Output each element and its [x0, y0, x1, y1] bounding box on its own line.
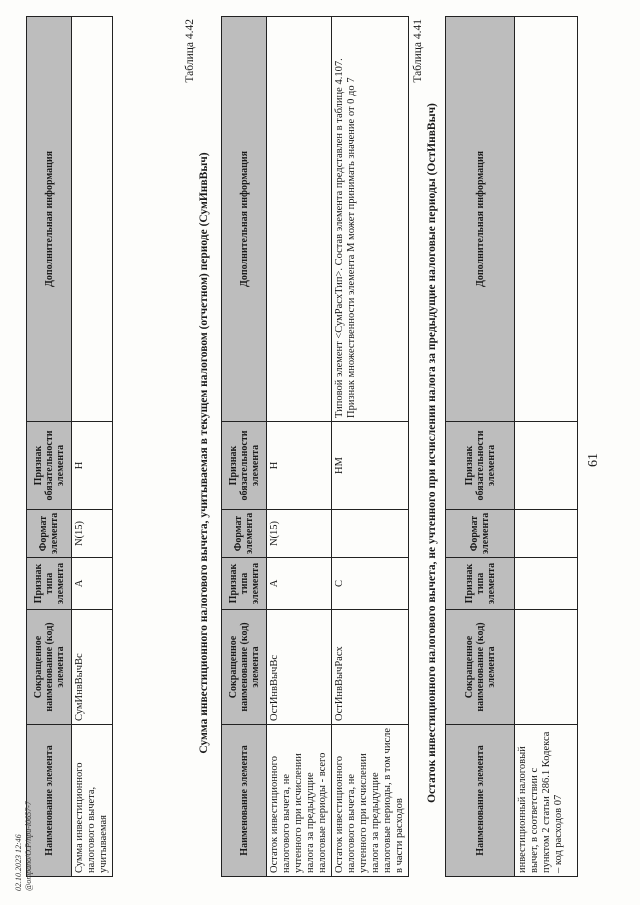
cell-format: N(15) — [267, 510, 332, 558]
table-row — [267, 17, 332, 877]
header-name: Наименование элемента — [27, 725, 72, 877]
header-required: Признак обязательности элемента — [446, 422, 515, 510]
scan-stamp — [14, 801, 34, 891]
cell-name: Остаток инвестиционного налогового вычета, не учтенного при исчислении налога за предыдущие налоговые периоды - всего — [267, 725, 332, 877]
cell-required: НМ — [332, 422, 409, 510]
table-4-41-title: Остаток инвестиционного налогового вычета, не учтенного при исчислении налога за предыдущие налоговые периоды (ОстИнвВыч) — [426, 103, 438, 803]
rotated-document-sheet — [8, 9, 634, 897]
cell-extra — [72, 17, 113, 422]
table-4-42-title: Сумма инвестиционного налогового вычета, учитываемая в текущем налоговом (отчетном) периоде (СумИнвВыч) — [198, 152, 210, 754]
cell-type: А — [267, 558, 332, 610]
table-4-42-number: Таблица 4.42 — [184, 19, 196, 83]
cell-format — [332, 510, 409, 558]
cell-type — [515, 558, 578, 610]
table-header-row — [27, 17, 72, 877]
table-row — [515, 17, 578, 877]
cell-required — [515, 422, 578, 510]
cell-required: Н — [72, 422, 113, 510]
header-short: Сокращенное наименование (код) элемента — [222, 610, 267, 725]
header-short: Сокращенное наименование (код) элемента — [446, 610, 515, 725]
header-required: Признак обязательности элемента — [222, 422, 267, 510]
header-extra: Дополнительная информация — [222, 17, 267, 422]
header-extra: Дополнительная информация — [446, 17, 515, 422]
header-type: Признак типа элемента — [27, 558, 72, 610]
cell-required: Н — [267, 422, 332, 510]
table-row — [72, 17, 113, 877]
cell-extra — [267, 17, 332, 422]
table-4-42 — [26, 16, 113, 877]
continued-table — [445, 16, 578, 877]
cell-short: СумИнвВычВс — [72, 610, 113, 725]
cell-short: ОстИнвВычВс — [267, 610, 332, 725]
cell-name: Сумма инвестиционного налогового вычета, учитываемая — [72, 725, 113, 877]
cell-format: N(15) — [72, 510, 113, 558]
cell-name: инвестиционный налоговый вычет, в соответствии с пунктом 2 статьи 286.1 Кодекса – код расходов 07 — [515, 725, 578, 877]
table-4-41-number: Таблица 4.41 — [412, 19, 424, 83]
stamp-code: @ompano/O.P/npu-l0657-7 — [24, 801, 33, 891]
header-format: Формат элемента — [27, 510, 72, 558]
header-short: Сокращенное наименование (код) элемента — [27, 610, 72, 725]
cell-format — [515, 510, 578, 558]
table-header-row — [446, 17, 515, 877]
stamp-date: 02.10.2023 12:46 — [14, 834, 23, 891]
cell-short — [515, 610, 578, 725]
cell-type: А — [72, 558, 113, 610]
header-format: Формат элемента — [446, 510, 515, 558]
cell-extra: Типовой элемент <СумРасхТип>. Состав элемента представлен в таблице 4.107. Признак множественности элемента М может принимать значение от 0 до 7 — [332, 17, 409, 422]
cell-type: С — [332, 558, 409, 610]
header-type: Признак типа элемента — [222, 558, 267, 610]
header-type: Признак типа элемента — [446, 558, 515, 610]
header-name: Наименование элемента — [222, 725, 267, 877]
cell-extra — [515, 17, 578, 422]
page-number: 61 — [586, 453, 601, 467]
table-4-41 — [221, 16, 409, 877]
table-row — [332, 17, 409, 877]
header-name: Наименование элемента — [446, 725, 515, 877]
header-format: Формат элемента — [222, 510, 267, 558]
cell-name: Остаток инвестиционного налогового вычета, не учтенного при исчислении налога за предыдущие налоговые периоды, в том числе в части расходов — [332, 725, 409, 877]
header-extra: Дополнительная информация — [27, 17, 72, 422]
header-required: Признак обязательности элемента — [27, 422, 72, 510]
table-header-row — [222, 17, 267, 877]
cell-short: ОстИнвВычРасх — [332, 610, 409, 725]
